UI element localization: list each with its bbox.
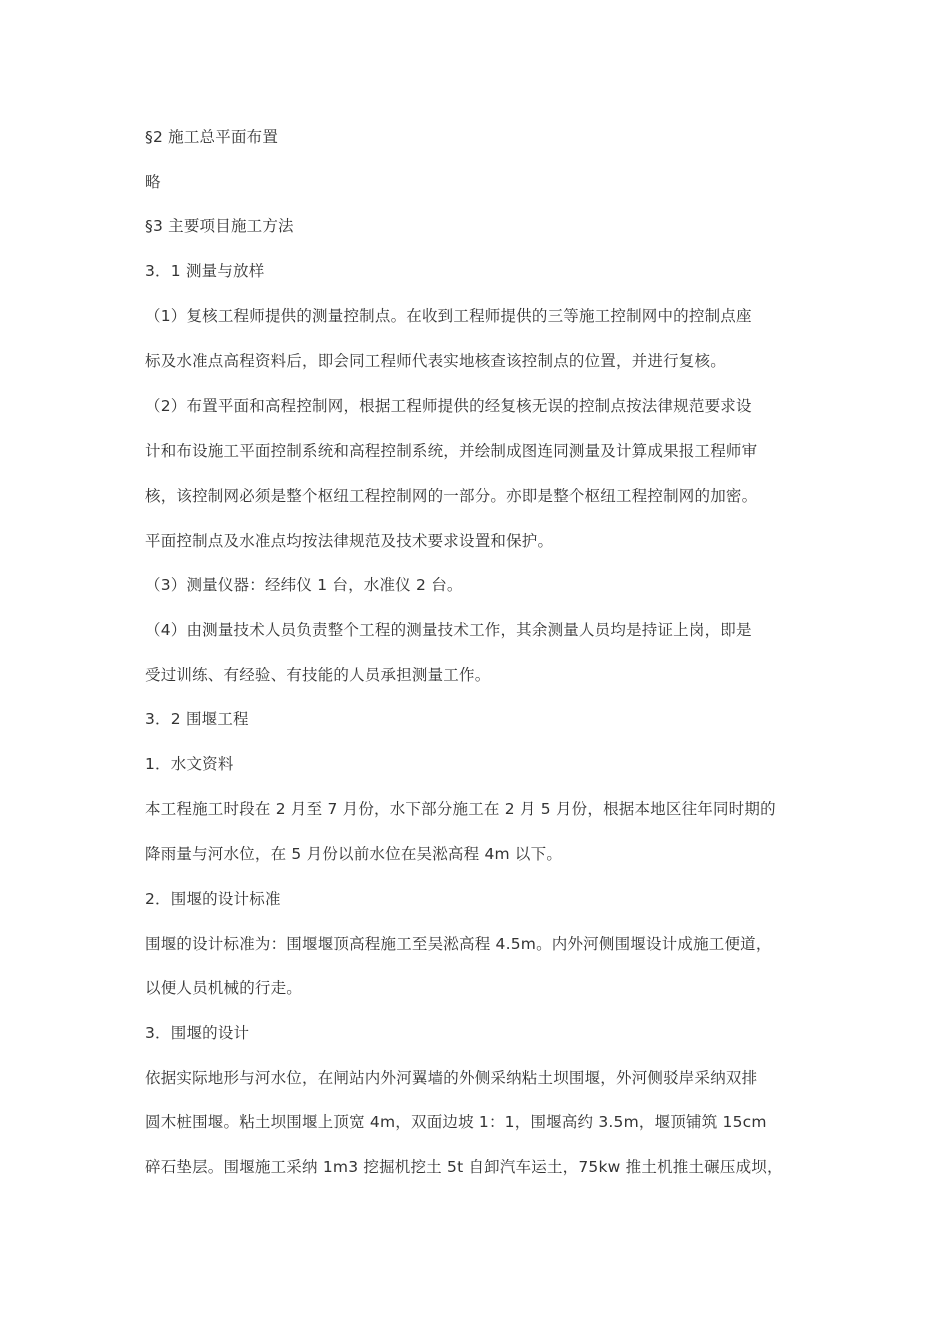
paragraph-line: 围堰的设计标准为：围堰堰顶高程施工至吴淞高程 4.5m。内外河侧围堰设计成施工便道， (145, 935, 772, 953)
paragraph-line: 降雨量与河水位，在 5 月份以前水位在吴淞高程 4m 以下。 (145, 845, 563, 863)
item-3-heading: 3．围堰的设计 (145, 1024, 250, 1042)
paragraph-line: （1）复核工程师提供的测量控制点。在收到工程师提供的三等施工控制网中的控制点座 (145, 307, 752, 325)
paragraph-line: （3）测量仪器：经纬仪 1 台，水准仪 2 台。 (145, 576, 463, 594)
paragraph-line: （4）由测量技术人员负责整个工程的测量技术工作，其余测量人员均是持证上岗，即是 (145, 621, 752, 639)
paragraph-line: 平面控制点及水准点均按法律规范及技术要求设置和保护。 (145, 532, 554, 550)
section-2-heading: §2 施工总平面布置 (145, 128, 279, 146)
paragraph-line: 标及水准点高程资料后，即会同工程师代表实地核查该控制点的位置，并进行复核。 (145, 352, 726, 370)
paragraph-line: 以便人员机械的行走。 (145, 979, 303, 997)
paragraph-line: （2）布置平面和高程控制网，根据工程师提供的经复核无误的控制点按法律规范要求设 (145, 397, 752, 415)
paragraph-line: 计和布设施工平面控制系统和高程控制系统，并绘制成图连同测量及计算成果报工程师审 (145, 442, 758, 460)
subsection-3-1-heading: 3．1 测量与放样 (145, 262, 265, 280)
paragraph-line: 核，该控制网必须是整个枢纽工程控制网的一部分。亦即是整个枢纽工程控制网的加密。 (145, 487, 758, 505)
paragraph-line: 本工程施工时段在 2 月至 7 月份，水下部分施工在 2 月 5 月份，根据本地区往年同时期的 (145, 800, 776, 818)
item-2-heading: 2．围堰的设计标准 (145, 890, 281, 908)
subsection-3-2-heading: 3．2 围堰工程 (145, 710, 249, 728)
paragraph-line: 依据实际地形与河水位，在闸站内外河翼墙的外侧采纳粘土坝围堰，外河侧驳岸采纳双排 (145, 1069, 758, 1087)
section-3-heading: §3 主要项目施工方法 (145, 217, 294, 235)
paragraph-line: 碎石垫层。围堰施工采纳 1m3 挖掘机挖土 5t 自卸汽车运土，75kw 推土机推土碾压成坝， (145, 1158, 783, 1176)
item-1-heading: 1．水文资料 (145, 755, 234, 773)
paragraph-line: 受过训练、有经验、有技能的人员承担测量工作。 (145, 666, 491, 684)
section-2-body: 略 (145, 173, 161, 191)
paragraph-line: 圆木桩围堰。粘土坝围堰上顶宽 4m，双面边坡 1：1，围堰高约 3.5m，堰顶铺筑 15cm (145, 1113, 767, 1131)
